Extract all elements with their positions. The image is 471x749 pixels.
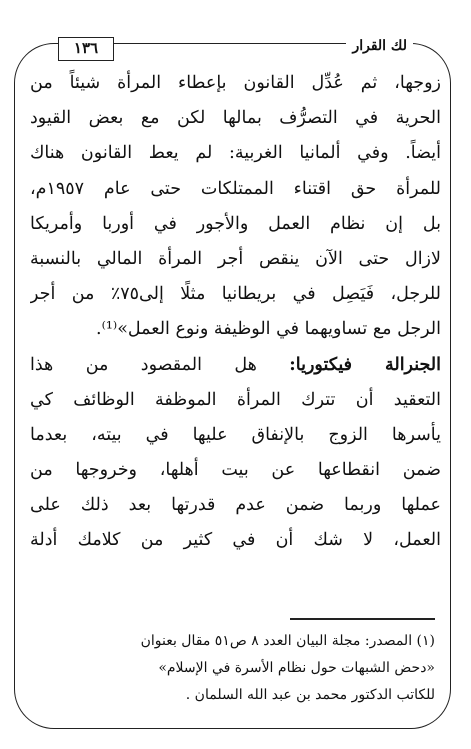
- speaker-line: [30, 348, 441, 383]
- speaker-text: هل المقصود من هذا: [30, 354, 257, 375]
- footnote-line: «دحض الشبهات حول نظام الأسرة في الإسلام»: [158, 660, 435, 676]
- body-line: التعقيد أن تترك المرأة الموظفة الوظائف كي: [30, 389, 441, 410]
- page-number: ١٣٦: [58, 37, 114, 61]
- footnote-line: للكاتب الدكتور محمد بن عبد الله السلمان .: [185, 687, 435, 703]
- body-line: الحرية في التصرُّف بمالها لكن مع بعض القيود: [30, 108, 441, 129]
- body-line: العمل، لا شك أن في كثير من كلامك أدلة: [30, 530, 441, 551]
- body-line: بل إن نظام العمل والأجور في أوربا وأمريكا: [30, 213, 441, 234]
- body-line: زوجها، ثم عُدِّل القانون بإعطاء المرأة شيئاً من: [30, 73, 441, 93]
- body-line: أيضاً. وفي ألمانيا الغربية: لم يعط القانون هناك: [30, 143, 441, 164]
- body-line: لازال حتى الآن ينقص أجر المرأة المالي بالنسبة: [30, 248, 441, 269]
- speaker-name: الجنرالة فيكتوريا:: [289, 354, 441, 375]
- running-header-title: لك القرار: [346, 38, 413, 54]
- body-line: للمرأة حق اقتناء الممتلكات حتى عام ١٩٥٧م،: [30, 178, 441, 199]
- body-line: يأسرها الزوج بالإنفاق عليها في بيته، بعدما: [30, 424, 441, 445]
- footnote: [30, 628, 435, 709]
- body-line: للرجل، فَيَصِل في بريطانيا مثلًا إلى٧٥٪ من أجر: [30, 284, 441, 305]
- footnote-line: (١) المصدر: مجلة البيان العدد ٨ ص٥١ مقال بعنوان: [140, 633, 435, 649]
- footnote-divider: [290, 618, 435, 620]
- body-line: ضمن انقطاعها عن بيت أهلها، وخروجها من: [30, 460, 441, 481]
- body-line: الرجل مع تساويهما في الوظيفة ونوع العمل»⁽¹⁾.: [96, 319, 441, 340]
- body-text: [30, 66, 441, 559]
- body-line: عملها وربما ضمن عدم قدرتها بعد ذلك على: [30, 495, 441, 516]
